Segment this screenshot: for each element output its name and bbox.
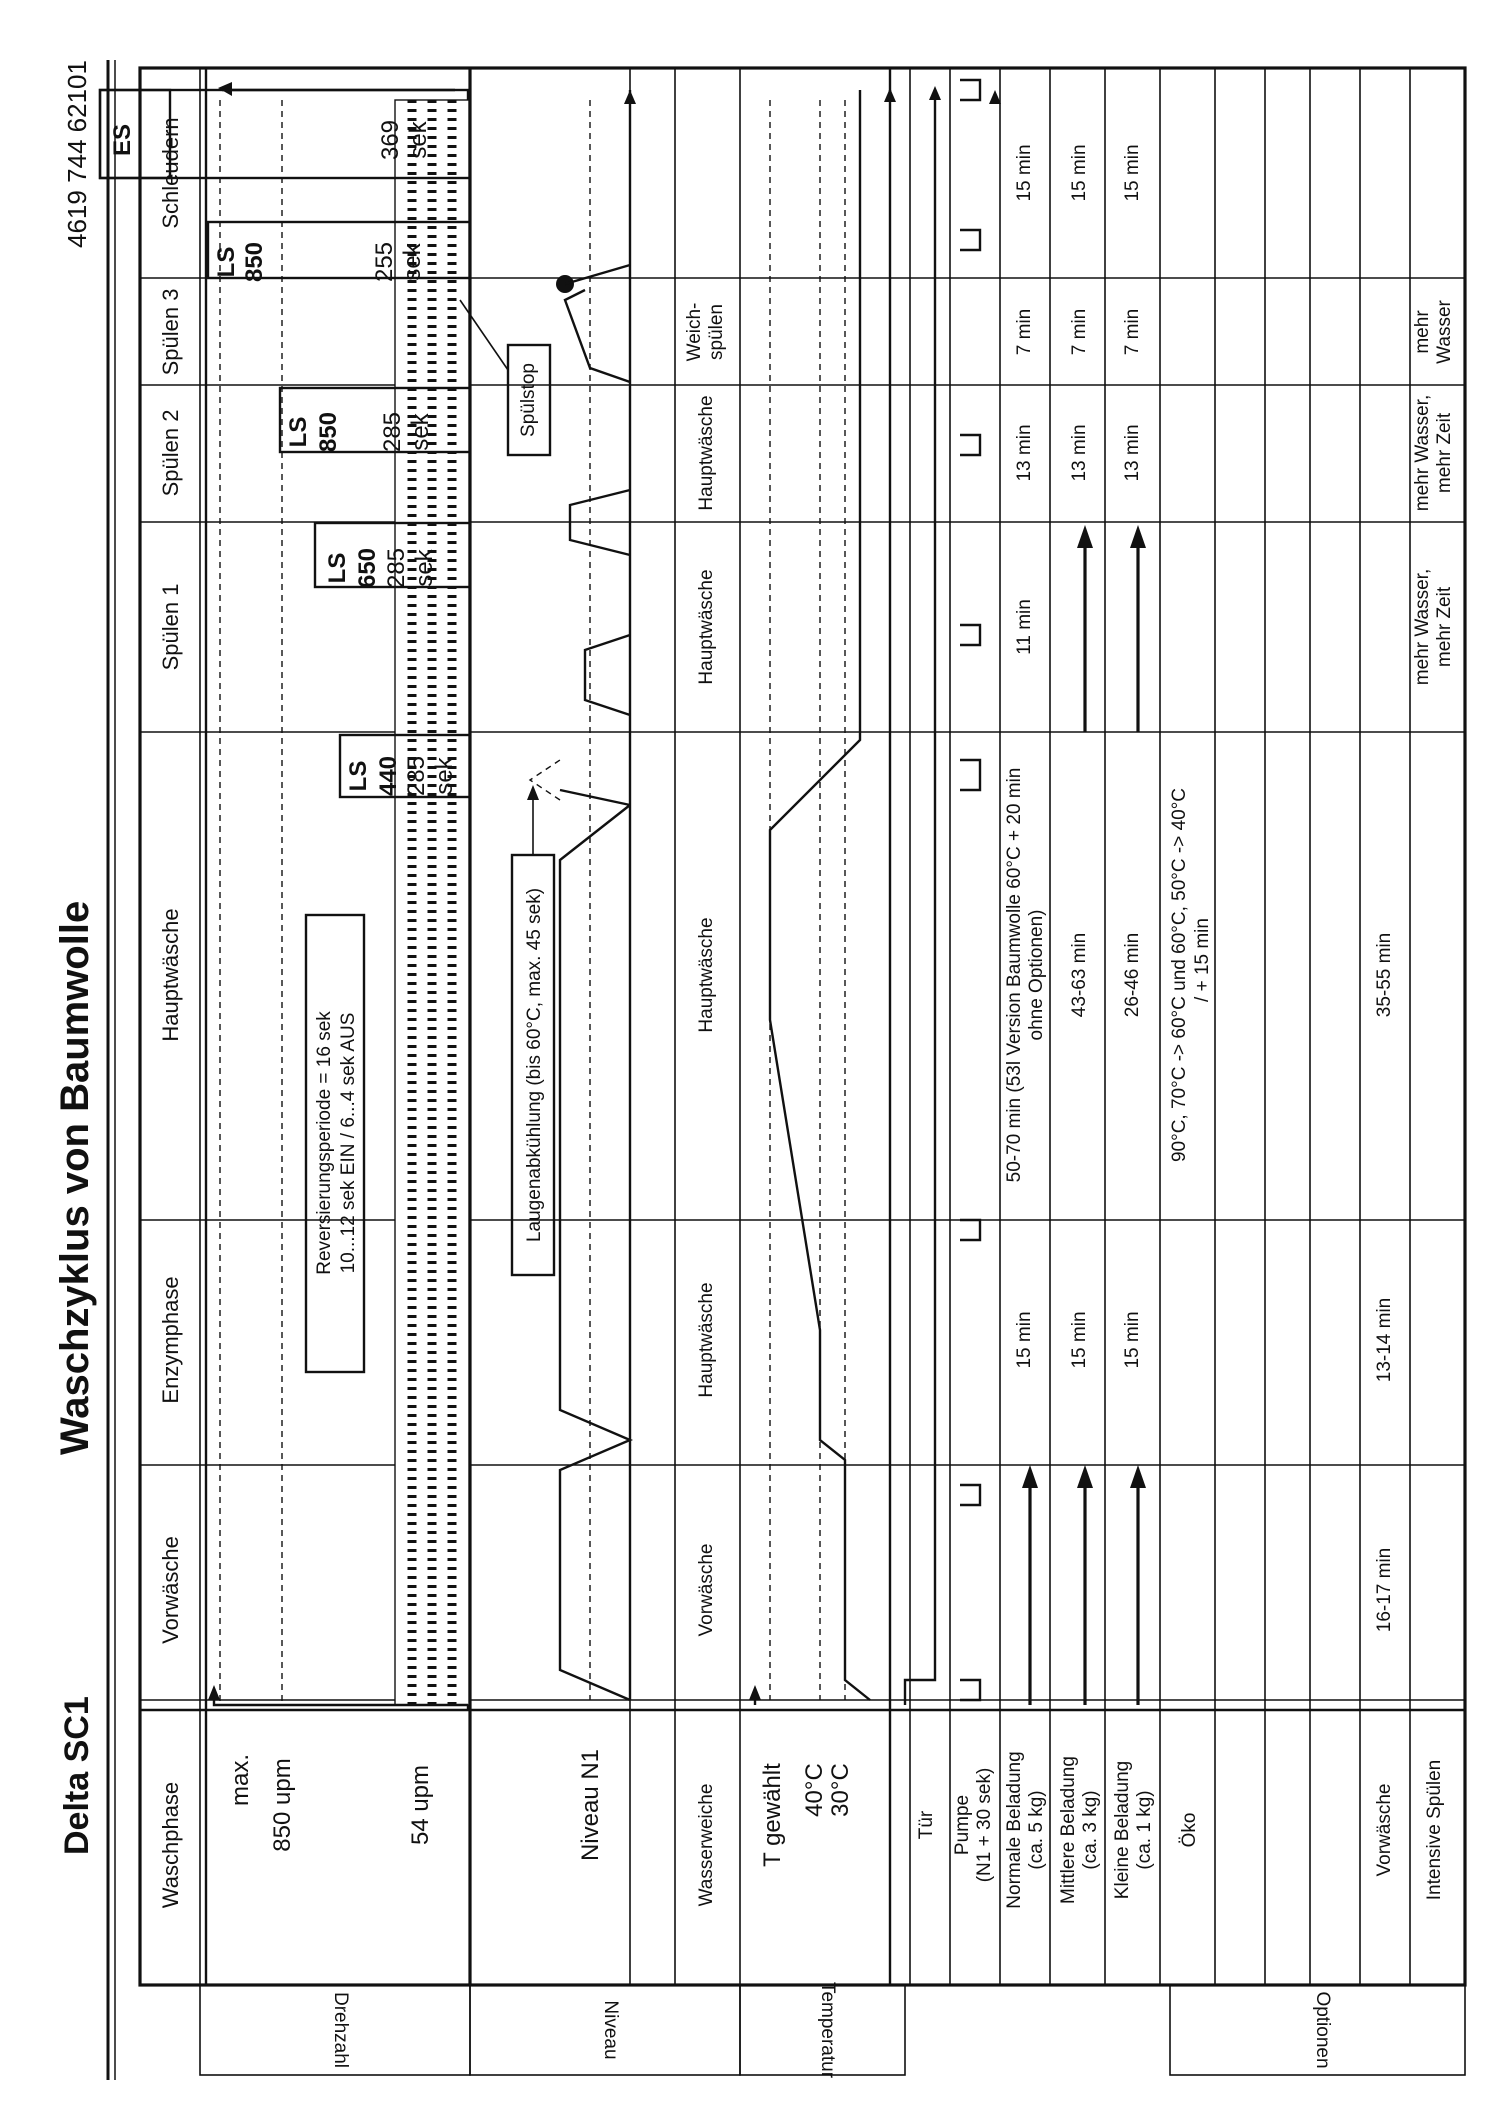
reversierung-line1: Reversierungsperiode = 16 sek: [314, 1011, 335, 1275]
dur-klein-haupt: 26-46 min: [1122, 932, 1143, 1018]
label-normal-sub: (ca. 5 kg): [1026, 1790, 1047, 1870]
spin4-unit: sek: [399, 243, 426, 281]
group-drehzahl: Drehzahl: [330, 1991, 351, 2069]
spin4-dur: 255: [371, 241, 398, 283]
spin2-unit: sek: [411, 549, 438, 587]
label-niveau: Niveau N1: [577, 1748, 604, 1862]
spin5-unit: sek: [405, 121, 432, 159]
label-vorwaesche: Vorwäsche: [1374, 1783, 1395, 1877]
spin4-rpm: 850: [241, 241, 268, 283]
intensiv-s1-b: mehr Zeit: [1434, 586, 1455, 668]
phase-spuelen3: Spülen 3: [158, 288, 183, 376]
spin3-dur: 285: [379, 411, 406, 453]
dur-vw-haupt: 35-55 min: [1374, 932, 1395, 1018]
durations-mittel: [1069, 144, 1090, 1368]
label-max: max.: [227, 1753, 254, 1807]
dur-vw-vorwaesche: 16-17 min: [1374, 1547, 1395, 1633]
label-pumpe-sub: (N1 + 30 sek): [974, 1767, 995, 1883]
dur-klein-spuelen2: 13 min: [1122, 424, 1143, 482]
durations-klein: [1122, 144, 1143, 1368]
label-wasserweiche: Wasserweiche: [696, 1783, 717, 1907]
oeko-line1: 90°C, 70°C -> 60°C und 60°C, 50°C -> 40°C: [1169, 787, 1190, 1163]
dur-klein-spuelen3: 7 min: [1122, 308, 1143, 356]
dur-normal-spuelen1: 11 min: [1014, 599, 1035, 655]
label-30c: 30°C: [827, 1763, 854, 1817]
spin5-label: ES: [109, 123, 136, 157]
spin5-dur: 369: [377, 119, 404, 161]
dur-normal-spuelen3: 7 min: [1014, 308, 1035, 356]
group-labels: [200, 1982, 1465, 2079]
reversierung-box: [306, 915, 364, 1372]
laugen-annotation: [512, 785, 554, 1275]
spin3-unit: sek: [407, 413, 434, 451]
laugen-text: Laugenabkühlung (bis 60°C, max. 45 sek): [524, 887, 545, 1243]
dur-normal-haupt-2: ohne Optionen): [1026, 909, 1047, 1041]
phase-spuelen2: Spülen 2: [158, 409, 183, 497]
spuelstop-text: Spülstop: [518, 363, 539, 437]
label-mittel: Mittlere Beladung: [1058, 1756, 1079, 1904]
phase-hauptwaesche: Hauptwäsche: [158, 908, 183, 1042]
ww-spuelen1: Hauptwäsche: [696, 569, 717, 685]
dur-vw-enzym: 13-14 min: [1374, 1297, 1395, 1383]
label-intensiv: Intensive Spülen: [1424, 1759, 1445, 1901]
label-mittel-sub: (ca. 3 kg): [1080, 1790, 1101, 1870]
phase-schleudern: Schleudern: [158, 117, 183, 229]
spin2-label: LS: [324, 552, 351, 584]
oeko-line2: / + 15 min: [1192, 918, 1213, 1002]
ww-weich1: Weich-: [684, 302, 705, 362]
ww-weich2: spülen: [706, 304, 727, 360]
spin3-rpm: 850: [315, 411, 342, 453]
intensiv-s2-b: mehr Zeit: [1434, 412, 1455, 494]
durations-normal: [1004, 144, 1047, 1368]
phase-spuelen1: Spülen 1: [158, 583, 183, 671]
label-40c: 40°C: [801, 1763, 828, 1817]
durations-intensiv: [1412, 299, 1455, 685]
temperatur-band: [749, 88, 896, 1705]
dur-normal-schleudern: 15 min: [1014, 144, 1035, 202]
model-name: Delta SC1: [58, 1696, 96, 1855]
dur-mittel-spuelen2: 13 min: [1069, 424, 1090, 482]
durations-vorwaesche: [1374, 933, 1395, 1633]
ww-spuelen2: Hauptwäsche: [696, 395, 717, 511]
dur-klein-enzym: 15 min: [1122, 1311, 1143, 1369]
phase-headers: [158, 117, 183, 1908]
dur-mittel-spuelen3: 7 min: [1069, 308, 1090, 356]
page-title: Waschzyklus von Baumwolle: [53, 900, 97, 1455]
dur-normal-spuelen2: 13 min: [1014, 424, 1035, 482]
label-54upm: 54 upm: [407, 1764, 434, 1846]
dur-normal-enzym: 15 min: [1014, 1311, 1035, 1369]
wasserweiche-row: [684, 303, 727, 1637]
ww-vorwaesche: Vorwäsche: [696, 1543, 717, 1637]
label-oeko: Öko: [1179, 1812, 1200, 1848]
ww-enzym: Hauptwäsche: [696, 1282, 717, 1398]
group-optionen: Optionen: [1312, 1991, 1333, 2069]
spuelstop-annotation: [460, 265, 630, 455]
spin2-rpm: 650: [354, 547, 381, 589]
dur-normal-haupt-1: 50-70 min (53l Version Baumwolle 60°C + 20 min: [1004, 767, 1025, 1183]
spin3-label: LS: [285, 416, 312, 448]
dur-mittel-enzym: 15 min: [1069, 1311, 1090, 1369]
label-tuer: Tür: [916, 1810, 937, 1840]
intensiv-s3-a: mehr: [1412, 310, 1433, 354]
intensiv-s2-a: mehr Wasser,: [1412, 394, 1433, 512]
dur-mittel-haupt: 43-63 min: [1069, 932, 1090, 1018]
option-arrows: [1022, 525, 1146, 1705]
dur-klein-schleudern: 15 min: [1122, 144, 1143, 202]
group-temperatur: Temperatur: [817, 1981, 838, 2079]
phase-enzymphase: Enzymphase: [158, 1276, 183, 1404]
spin1-label: LS: [345, 760, 372, 792]
spin4-label: LS: [213, 246, 240, 278]
tuer-pumpe-rows: [905, 80, 1001, 1705]
label-850upm: 850 upm: [269, 1758, 296, 1852]
label-t-gewaehlt: T gewählt: [759, 1763, 786, 1867]
spin2-dur: 285: [383, 547, 410, 589]
drehzahl-band: [208, 82, 469, 1710]
doc-number: 4619 744 62101: [62, 60, 92, 248]
reversierung-line2: 10...12 sek EIN / 6...4 sek AUS: [338, 1012, 359, 1274]
dur-mittel-schleudern: 15 min: [1069, 144, 1090, 202]
spin1-unit: sek: [431, 757, 458, 795]
reversing-pattern: [395, 100, 469, 1705]
label-pumpe: Pumpe: [952, 1794, 973, 1856]
row-labels: [227, 1749, 1445, 1909]
label-normal: Normale Beladung: [1004, 1751, 1025, 1909]
intensiv-s3-b: Wasser: [1434, 300, 1455, 364]
intensiv-s1-a: mehr Wasser,: [1412, 568, 1433, 686]
durations-oeko: [1169, 788, 1213, 1162]
spin1-dur: 285: [403, 755, 430, 797]
label-klein-sub: (ca. 1 kg): [1134, 1790, 1155, 1870]
ww-haupt: Hauptwäsche: [696, 917, 717, 1033]
label-klein: Kleine Beladung: [1112, 1760, 1133, 1900]
niveau-band: [530, 90, 636, 1700]
group-niveau: Niveau: [600, 2000, 621, 2060]
phase-label-waschphase: Waschphase: [158, 1781, 183, 1909]
spin1-rpm: 440: [375, 755, 402, 797]
phase-vorwaesche: Vorwäsche: [158, 1536, 183, 1644]
